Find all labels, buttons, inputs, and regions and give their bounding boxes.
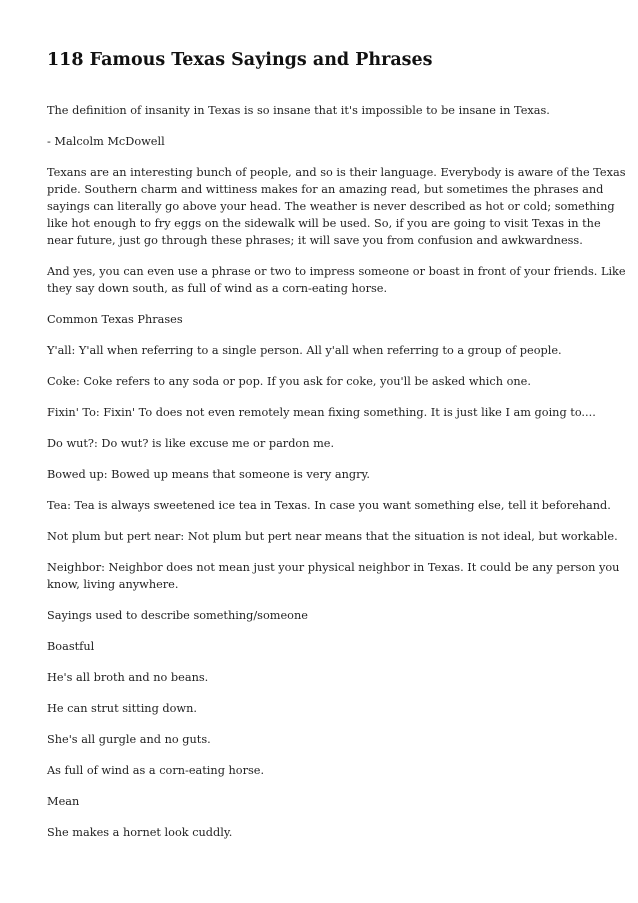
text-line: - Malcolm McDowell xyxy=(47,135,165,148)
text-line: know, living anywhere. xyxy=(47,578,179,591)
text-line: He's all broth and no beans. xyxy=(47,671,209,684)
paragraph xyxy=(47,133,607,150)
text-line: He can strut sitting down. xyxy=(47,702,197,715)
text-line: Boastful xyxy=(47,640,95,653)
text-line: Fixin' To: Fixin' To does not even remotely mean fixing something. It is just like I am going to.... xyxy=(47,406,596,419)
paragraph xyxy=(47,263,626,297)
paragraph xyxy=(47,342,607,359)
paragraph xyxy=(47,102,607,119)
text-line: near future, just go through these phrases; it will save you from confusion and awkwardness. xyxy=(47,234,583,247)
paragraph xyxy=(47,700,607,717)
paragraph xyxy=(47,638,607,655)
text-line: Coke: Coke refers to any soda or pop. If you ask for coke, you'll be asked which one. xyxy=(47,375,531,388)
paragraph xyxy=(47,762,607,779)
paragraph xyxy=(47,669,607,686)
text-line: As full of wind as a corn-eating horse. xyxy=(47,764,265,777)
text-line: Mean xyxy=(47,795,80,808)
paragraph xyxy=(47,497,611,514)
text-line: The definition of insanity in Texas is so insane that it's impossible to be insane in Texas. xyxy=(47,104,550,117)
paragraph xyxy=(47,435,607,452)
paragraph xyxy=(47,731,607,748)
text-line: Do wut?: Do wut? is like excuse me or pardon me. xyxy=(47,437,335,450)
text-line: Y'all: Y'all when referring to a single person. All y'all when referring to a group of people. xyxy=(47,344,562,357)
text-line: they say down south, as full of wind as a corn-eating horse. xyxy=(47,282,388,295)
paragraph xyxy=(47,164,626,249)
text-line: She's all gurgle and no guts. xyxy=(47,733,211,746)
paragraph xyxy=(47,311,607,328)
document-page xyxy=(47,48,626,855)
text-line: Neighbor: Neighbor does not mean just your physical neighbor in Texas. It could be any person you xyxy=(47,561,620,574)
paragraph xyxy=(47,404,607,421)
text-line: She makes a hornet look cuddly. xyxy=(47,826,233,839)
document-title: 118 Famous Texas Sayings and Phrases xyxy=(47,50,433,70)
document-body xyxy=(47,102,626,841)
text-line: And yes, you can even use a phrase or two to impress someone or boast in front of your friends. Like xyxy=(47,265,626,278)
paragraph xyxy=(47,607,607,624)
text-line: sayings can literally go above your head. The weather is never described as hot or cold; something xyxy=(47,200,615,213)
text-line: like hot enough to fry eggs on the sidewalk will be used. So, if you are going to visit Texas in the xyxy=(47,217,601,230)
text-line: pride. Southern charm and wittiness makes for an amazing read, but sometimes the phrases and xyxy=(47,183,604,196)
paragraph xyxy=(47,373,607,390)
text-line: Common Texas Phrases xyxy=(47,313,183,326)
paragraph xyxy=(47,559,620,593)
text-line: Sayings used to describe something/someone xyxy=(47,609,308,622)
paragraph xyxy=(47,528,618,545)
text-line: Bowed up: Bowed up means that someone is very angry. xyxy=(47,468,370,481)
text-line: Not plum but pert near: Not plum but pert near means that the situation is not ideal, but workable. xyxy=(47,530,618,543)
paragraph xyxy=(47,466,607,483)
text-line: Tea: Tea is always sweetened ice tea in Texas. In case you want something else, tell it beforehand. xyxy=(47,499,611,512)
text-line: Texans are an interesting bunch of people, and so is their language. Everybody is aware of the Texas xyxy=(47,166,626,179)
paragraph xyxy=(47,824,607,841)
paragraph xyxy=(47,793,607,810)
